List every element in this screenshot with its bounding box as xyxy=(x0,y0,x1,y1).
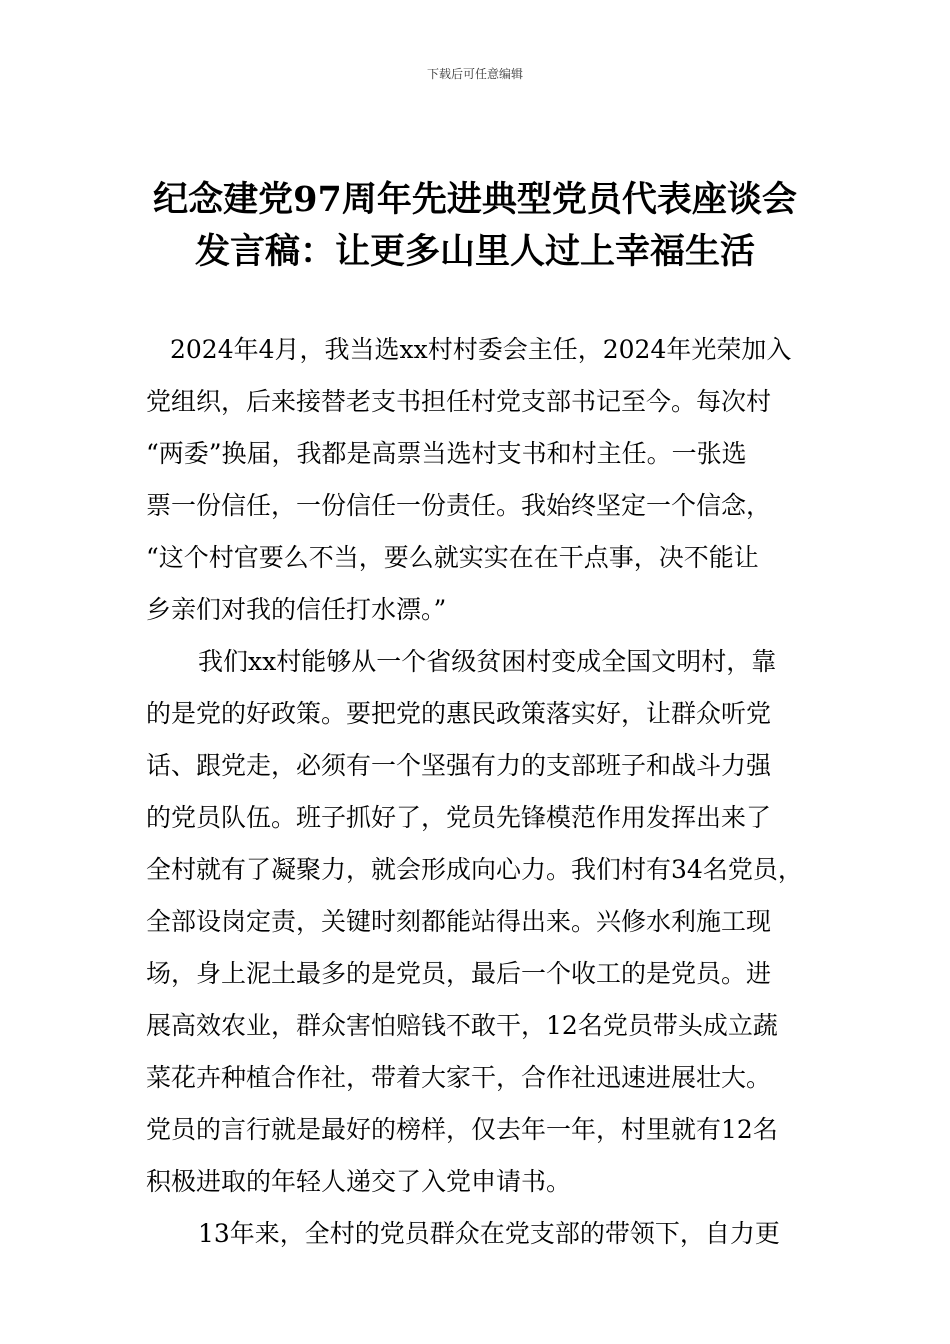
paragraph-line: 积极进取的年轻人递交了入党申请书。 xyxy=(146,1167,572,1196)
paragraph-line: 话、跟党走，必须有一个坚强有力的支部班子和战斗力强 xyxy=(146,751,772,780)
paragraph-3 xyxy=(146,1208,816,1260)
paragraph-line: 票一份信任，一份信任一份责任。我始终坚定一个信念， xyxy=(146,491,772,520)
paragraph-line: “这个村官要么不当，要么就实实在在干点事，决不能让 xyxy=(146,543,759,572)
paragraph-line: 场，身上泥土最多的是党员，最后一个收工的是党员。进 xyxy=(146,959,772,988)
paragraph-line: 的党员队伍。班子抓好了，党员先锋模范作用发挥出来了 xyxy=(146,803,772,832)
document-body xyxy=(146,324,816,1260)
paragraph-line: 党组织，后来接替老支书担任村党支部书记至今。每次村 xyxy=(146,387,772,416)
paragraph-line: 展高效农业，群众害怕赔钱不敢干，12名党员带头成立蔬 xyxy=(146,1011,778,1040)
paragraph-line: 全村就有了凝聚力，就会形成向心力。我们村有34名党员， xyxy=(146,855,803,884)
paragraph-line: 我们xx村能够从一个省级贫困村变成全国文明村，靠 xyxy=(198,647,777,676)
paragraph-line: 乡亲们对我的信任打水漂。” xyxy=(146,595,447,624)
paragraph-line: “两委”换届，我都是高票当选村支书和村主任。一张选 xyxy=(146,439,747,468)
paragraph-line: 13年来，全村的党员群众在党支部的带领下，自力更 xyxy=(198,1219,780,1248)
paragraph-line: 党员的言行就是最好的榜样，仅去年一年，村里就有12名 xyxy=(146,1115,778,1144)
page-title xyxy=(100,174,850,278)
paragraph-line: 全部设岗定责，关键时刻都能站得出来。兴修水利施工现 xyxy=(146,907,772,936)
paragraph-line: 的是党的好政策。要把党的惠民政策落实好，让群众听党 xyxy=(146,699,772,728)
paragraph-line: 菜花卉种植合作社，带着大家干，合作社迅速进展壮大。 xyxy=(146,1063,772,1092)
paragraph-line: 2024年4月，我当选xx村村委会主任，2024年光荣加入 xyxy=(170,335,792,364)
paragraph-2 xyxy=(146,636,816,1208)
paragraph-1 xyxy=(146,324,816,636)
header-note: 下载后可任意编辑 xyxy=(426,67,523,81)
title-line-2: 发言稿：让更多山里人过上幸福生活 xyxy=(194,231,755,272)
title-line-1: 纪念建党97周年先进典型党员代表座谈会 xyxy=(153,179,797,220)
